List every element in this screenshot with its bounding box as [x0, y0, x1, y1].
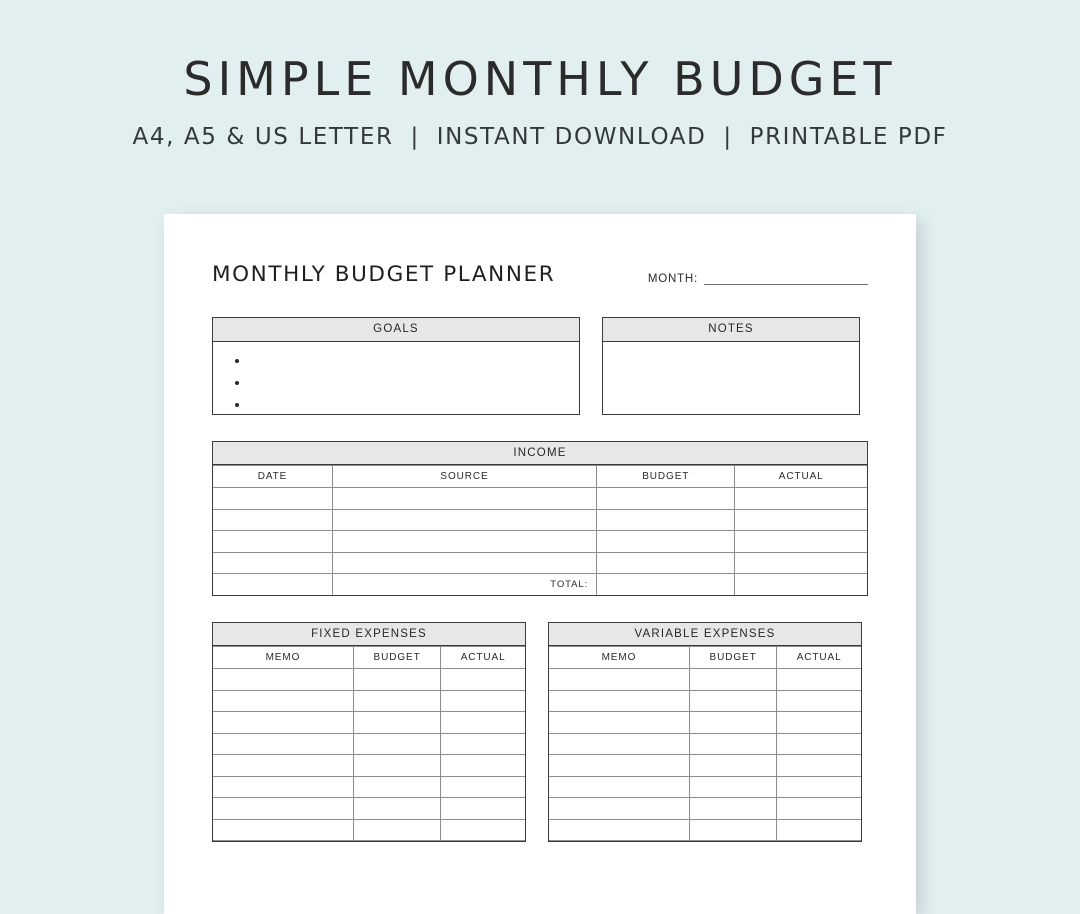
- table-row[interactable]: [549, 669, 861, 691]
- variable-cell[interactable]: [549, 755, 689, 777]
- promo-sub-part-2: INSTANT DOWNLOAD: [436, 124, 707, 150]
- fixed-cell[interactable]: [353, 798, 440, 820]
- table-row[interactable]: [549, 755, 861, 777]
- variable-cell[interactable]: [777, 690, 861, 712]
- variable-cell[interactable]: [777, 733, 861, 755]
- page-title: MONTHLY BUDGET PLANNER: [212, 262, 556, 287]
- planner-header: [212, 262, 868, 287]
- month-field[interactable]: [648, 272, 868, 287]
- variable-cell[interactable]: [689, 819, 776, 841]
- income-col-source: SOURCE: [332, 466, 596, 488]
- variable-cell[interactable]: [549, 690, 689, 712]
- variable-col-memo: MEMO: [549, 647, 689, 669]
- fixed-cell[interactable]: [353, 819, 440, 841]
- fixed-cell[interactable]: [441, 819, 525, 841]
- month-input-line[interactable]: [704, 272, 868, 285]
- fixed-cell[interactable]: [353, 690, 440, 712]
- variable-col-budget: BUDGET: [689, 647, 776, 669]
- income-cell[interactable]: [735, 531, 867, 553]
- variable-expenses-table: [549, 646, 861, 841]
- variable-cell[interactable]: [777, 798, 861, 820]
- table-row[interactable]: [213, 552, 867, 574]
- fixed-cell[interactable]: [213, 819, 353, 841]
- fixed-cell[interactable]: [353, 712, 440, 734]
- fixed-cell[interactable]: [353, 669, 440, 691]
- goals-notes-row: [212, 317, 868, 415]
- fixed-cell[interactable]: [213, 798, 353, 820]
- goals-body[interactable]: [213, 342, 579, 414]
- variable-cell[interactable]: [689, 776, 776, 798]
- income-cell[interactable]: [735, 488, 867, 510]
- income-cell[interactable]: [735, 509, 867, 531]
- fixed-expenses-table: [213, 646, 525, 841]
- variable-cell[interactable]: [777, 712, 861, 734]
- promo-subtitle: [0, 124, 1080, 150]
- table-row[interactable]: [549, 819, 861, 841]
- variable-cell[interactable]: [689, 733, 776, 755]
- variable-cell[interactable]: [549, 776, 689, 798]
- goals-bullet-3[interactable]: [249, 396, 579, 418]
- fixed-cell[interactable]: [353, 776, 440, 798]
- income-col-date: DATE: [213, 466, 332, 488]
- variable-cell[interactable]: [689, 669, 776, 691]
- fixed-cell[interactable]: [441, 776, 525, 798]
- table-row[interactable]: [549, 776, 861, 798]
- goals-box: [212, 317, 580, 415]
- variable-cell[interactable]: [777, 755, 861, 777]
- variable-cell[interactable]: [689, 690, 776, 712]
- promo-sub-part-1: A4, A5 & US LETTER: [132, 124, 394, 150]
- month-label: MONTH:: [647, 273, 698, 285]
- variable-cell[interactable]: [777, 819, 861, 841]
- fixed-cell[interactable]: [441, 755, 525, 777]
- income-cell[interactable]: [332, 531, 596, 553]
- variable-expenses-section: [548, 622, 862, 843]
- income-total-row[interactable]: [213, 574, 867, 595]
- table-row[interactable]: [213, 712, 525, 734]
- table-row[interactable]: [549, 690, 861, 712]
- income-cell[interactable]: [597, 488, 735, 510]
- printable-preview: [164, 214, 916, 914]
- table-row[interactable]: [213, 798, 525, 820]
- fixed-expenses-header: FIXED EXPENSES: [213, 623, 525, 647]
- fixed-cell[interactable]: [441, 733, 525, 755]
- variable-cell[interactable]: [549, 798, 689, 820]
- income-cell[interactable]: [597, 552, 735, 574]
- income-col-budget: BUDGET: [597, 466, 735, 488]
- fixed-cell[interactable]: [441, 798, 525, 820]
- fixed-expenses-section: [212, 622, 526, 843]
- income-cell[interactable]: [597, 509, 735, 531]
- fixed-cell[interactable]: [213, 712, 353, 734]
- expenses-row: [212, 622, 868, 843]
- fixed-col-budget: BUDGET: [353, 647, 440, 669]
- table-row[interactable]: [213, 488, 867, 510]
- fixed-cell[interactable]: [213, 776, 353, 798]
- fixed-cell[interactable]: [441, 669, 525, 691]
- variable-cell[interactable]: [689, 755, 776, 777]
- income-cell[interactable]: [597, 531, 735, 553]
- income-table: [213, 465, 867, 595]
- income-total-label: TOTAL:: [332, 574, 596, 595]
- promo-title: SIMPLE MONTHLY BUDGET: [183, 52, 897, 106]
- fixed-cell[interactable]: [441, 690, 525, 712]
- fixed-cell[interactable]: [213, 755, 353, 777]
- variable-cell[interactable]: [549, 733, 689, 755]
- table-row[interactable]: [213, 819, 525, 841]
- promo-separator-2: |: [723, 124, 733, 150]
- fixed-cell[interactable]: [353, 755, 440, 777]
- income-total-budget[interactable]: [597, 574, 735, 595]
- variable-expenses-header-row: [549, 647, 861, 669]
- income-header-row: [213, 466, 867, 488]
- notes-header: NOTES: [603, 318, 859, 342]
- promo-header: [0, 0, 1080, 150]
- variable-col-actual: ACTUAL: [777, 647, 861, 669]
- table-row[interactable]: [549, 733, 861, 755]
- income-cell[interactable]: [213, 531, 332, 553]
- fixed-cell[interactable]: [213, 733, 353, 755]
- variable-cell[interactable]: [777, 776, 861, 798]
- variable-cell[interactable]: [549, 819, 689, 841]
- income-header: INCOME: [213, 442, 867, 466]
- table-row[interactable]: [213, 690, 525, 712]
- goals-bullet-2[interactable]: [249, 374, 579, 396]
- fixed-cell[interactable]: [213, 690, 353, 712]
- table-row[interactable]: [213, 755, 525, 777]
- notes-body[interactable]: [603, 342, 859, 414]
- variable-cell[interactable]: [689, 712, 776, 734]
- goals-list: [213, 342, 579, 418]
- table-row[interactable]: [213, 776, 525, 798]
- goals-bullet-1[interactable]: [249, 352, 579, 374]
- income-cell[interactable]: [332, 509, 596, 531]
- income-total-blank: [213, 574, 332, 595]
- variable-cell[interactable]: [549, 712, 689, 734]
- fixed-col-actual: ACTUAL: [441, 647, 525, 669]
- notes-box: [602, 317, 860, 415]
- table-row[interactable]: [213, 531, 867, 553]
- variable-cell[interactable]: [549, 669, 689, 691]
- income-col-actual: ACTUAL: [735, 466, 867, 488]
- table-row[interactable]: [213, 733, 525, 755]
- variable-expenses-header: VARIABLE EXPENSES: [549, 623, 861, 647]
- fixed-cell[interactable]: [213, 669, 353, 691]
- income-cell[interactable]: [213, 509, 332, 531]
- table-row[interactable]: [549, 798, 861, 820]
- income-cell[interactable]: [332, 488, 596, 510]
- table-row[interactable]: [549, 712, 861, 734]
- promo-sub-part-3: PRINTABLE PDF: [749, 124, 948, 150]
- income-cell[interactable]: [213, 552, 332, 574]
- fixed-cell[interactable]: [441, 712, 525, 734]
- income-total-actual[interactable]: [735, 574, 867, 595]
- promo-separator-1: |: [410, 124, 420, 150]
- budget-planner-sheet: [164, 214, 916, 914]
- table-row[interactable]: [213, 669, 525, 691]
- fixed-expenses-header-row: [213, 647, 525, 669]
- table-row[interactable]: [213, 509, 867, 531]
- income-cell[interactable]: [735, 552, 867, 574]
- fixed-cell[interactable]: [353, 733, 440, 755]
- income-section: [212, 441, 868, 596]
- fixed-col-memo: MEMO: [213, 647, 353, 669]
- income-cell[interactable]: [213, 488, 332, 510]
- income-cell[interactable]: [332, 552, 596, 574]
- goals-header: GOALS: [213, 318, 579, 342]
- variable-cell[interactable]: [777, 669, 861, 691]
- variable-cell[interactable]: [689, 798, 776, 820]
